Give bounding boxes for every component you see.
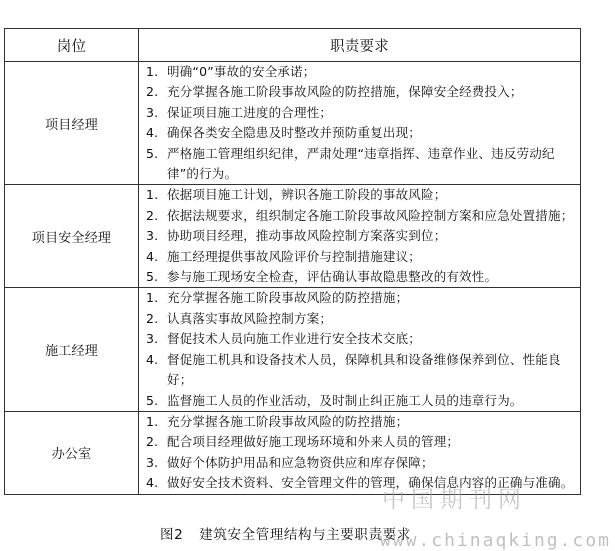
watermark-chinese: 中国期刊网 [382, 487, 527, 513]
duty-item [139, 473, 580, 493]
duty-number: 4. [146, 248, 159, 264]
duty-text: 做好个体防护用品和应急物资供应和库存保障； [167, 454, 434, 470]
duty-number: 2. [146, 84, 159, 100]
figure-number: 图2 [160, 527, 184, 543]
duty-text: 确保各类安全隐患及时整改并预防重复出现； [167, 125, 422, 141]
post-cell: 施工经理 [5, 288, 139, 411]
header-duty: 职责要求 [139, 29, 581, 62]
duty-item [139, 185, 580, 205]
duty-item [139, 144, 580, 185]
duty-text: 做好安全技术资料、安全管理文件的管理，确保信息内容的正确与准确。 [167, 475, 574, 491]
duty-text: 依据项目施工计划，辨识各施工阶段的事故风险； [167, 187, 447, 203]
duty-number: 4. [146, 351, 159, 367]
duty-text: 认真落实事故风险控制方案； [167, 310, 333, 326]
duty-item [139, 309, 580, 329]
duty-number: 3. [146, 104, 159, 120]
duty-text: 协助项目经理，推动事故风险控制方案落实到位； [167, 228, 447, 244]
duty-item [139, 329, 580, 349]
post-cell: 办公室 [5, 411, 139, 494]
duty-item [139, 350, 580, 391]
duty-number: 4. [146, 125, 159, 141]
duty-text: 严格施工管理组织纪律，严肃处理“违章指挥、违章作业、违反劳动纪律”的行为。 [167, 145, 555, 182]
duty-text: 督促技术人员向施工作业进行安全技术交底； [167, 331, 422, 347]
duty-number: 2. [146, 207, 159, 223]
duty-number: 4. [146, 475, 159, 491]
duty-text: 施工经理提供事故风险评价与控制措施建议； [167, 248, 422, 264]
duty-number: 5. [146, 145, 159, 161]
duty-number: 1. [146, 413, 159, 429]
duty-list [139, 288, 580, 410]
duty-text: 明确“0”事故的安全承诺； [167, 64, 316, 79]
duty-text: 充分掌握各施工阶段事故风险的防控措施； [167, 413, 409, 429]
duty-number: 5. [146, 269, 159, 285]
duty-text: 依据法规要求，组织制定各施工阶段事故风险控制方案和应急处置措施； [167, 207, 574, 223]
duty-number: 1. [146, 187, 159, 203]
duty-item [139, 391, 580, 411]
table-row [5, 411, 581, 494]
duty-number: 1. [146, 290, 159, 306]
duties-cell [139, 62, 581, 185]
duty-item [139, 288, 580, 308]
header-post: 岗位 [5, 29, 139, 62]
duty-text: 保证项目施工进度的合理性； [167, 104, 333, 120]
post-cell: 项目经理 [5, 62, 139, 185]
duty-item [139, 123, 580, 143]
duty-number: 5. [146, 392, 159, 408]
figure-title: 建筑安全管理结构与主要职责要求 [199, 527, 411, 543]
duty-number: 3. [146, 454, 159, 470]
duty-text: 充分掌握各施工阶段事故风险的防控措施； [167, 290, 409, 306]
table-row [5, 288, 581, 411]
table-row [5, 185, 581, 288]
duty-item [139, 103, 580, 123]
duty-item [139, 247, 580, 267]
table-row [5, 62, 581, 185]
duty-item [139, 82, 580, 102]
duty-text: 督促施工机具和设备技术人员，保障机具和设备维修保养到位、性能良好； [167, 351, 561, 388]
duty-item [139, 267, 580, 287]
duties-cell [139, 288, 581, 411]
duty-item [139, 226, 580, 246]
watermark-url: www.chinaqking.com [379, 530, 611, 551]
duty-item [139, 432, 580, 452]
duty-table [4, 28, 581, 495]
duty-item [139, 453, 580, 473]
figure-caption [160, 523, 411, 543]
duty-list [139, 62, 580, 184]
duty-number: 2. [146, 434, 159, 450]
duty-text: 配合项目经理做好施工现场环境和外来人员的管理； [167, 434, 460, 450]
duty-number: 3. [146, 228, 159, 244]
duty-item [139, 206, 580, 226]
post-cell: 项目安全经理 [5, 185, 139, 288]
table-body [5, 62, 581, 495]
duty-text: 监督施工人员的作业活动，及时制止纠正施工人员的违章行为。 [167, 392, 523, 408]
duty-item [139, 62, 580, 82]
duty-number: 1. [146, 64, 159, 79]
duty-list [139, 185, 580, 287]
duties-cell [139, 185, 581, 288]
duty-item [139, 412, 580, 432]
duty-number: 3. [146, 331, 159, 347]
table-header-row [5, 29, 581, 62]
duty-number: 2. [146, 310, 159, 326]
duty-text: 充分掌握各施工阶段事故风险的防控措施，保障安全经费投入； [167, 84, 523, 100]
duty-list [139, 412, 580, 494]
duty-text: 参与施工现场安全检查，评估确认事故隐患整改的有效性。 [167, 269, 498, 285]
duties-cell [139, 411, 581, 494]
